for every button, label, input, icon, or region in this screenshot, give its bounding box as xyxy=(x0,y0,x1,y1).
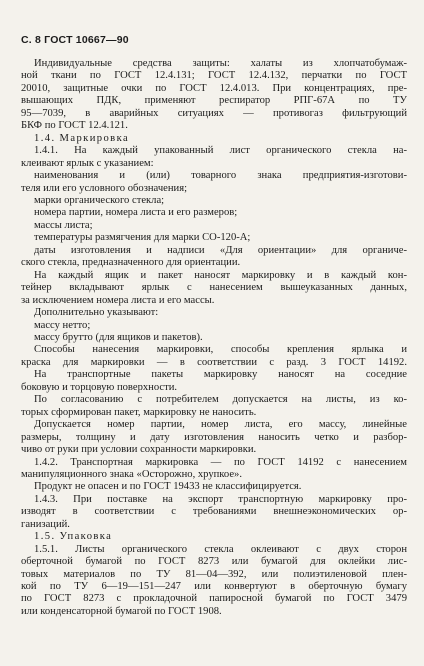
text-line: теля или его условного обозначения; xyxy=(21,182,188,194)
text-line: 1.4.1. На каждый упакованный лист органического стекла на- xyxy=(34,145,407,157)
text-line: за исключением номера листа и его массы. xyxy=(21,294,215,306)
text-line: 1.5.1. Листы органического стекла оклеивают с двух сторон xyxy=(34,543,407,555)
text-line: марки органического стекла; xyxy=(34,194,165,206)
text-line: оберточной бумагой по ГОСТ 8273 или бумагой для оклейки лис- xyxy=(21,556,407,568)
text-line: чиво от руки при условии сохранности маркировки. xyxy=(21,444,257,456)
text-line: клеивают ярлык с указанием: xyxy=(21,157,154,169)
text-line: вышающих ПДК, применяют респиратор РПГ-67А по ТУ xyxy=(21,95,407,107)
text-line: На транспортные пакеты маркировку наносят на соседние xyxy=(34,369,407,381)
text-line: массы листа; xyxy=(34,219,93,231)
text-line: По согласованию с потребителем допускается на листы, из ко- xyxy=(34,394,407,406)
text-line: ной ткани по ГОСТ 12.4.131; ГОСТ 12.4.132, перчатки по ГОСТ xyxy=(21,70,407,82)
text-line: 1.4.3. При поставке на экспорт транспортную маркировку про- xyxy=(34,493,407,505)
text-line: температуры размягчения для марки СО-120-А; xyxy=(34,232,251,244)
text-line: БКФ по ГОСТ 12.4.121. xyxy=(21,120,128,132)
section-heading: 1.5. Упаковка xyxy=(34,531,113,543)
text-line: 95—7039, в аварийных ситуациях — противогаз фильтрующий xyxy=(21,107,407,119)
text-line: размеры, толщину и дату изготовления наносить четко и разбор- xyxy=(21,431,407,443)
text-line: Индивидуальные средства защиты: халаты из хлопчатобумаж- xyxy=(34,58,407,69)
text-line: даты изготовления и надписи «Для ориентации» для органиче- xyxy=(34,244,407,256)
text-line: товых материалов по ТУ 81—04—392, или полиэтиленовой плен- xyxy=(21,568,407,580)
section-heading: 1.4. Маркировка xyxy=(34,132,130,144)
text-line: боковую и торцовую поверхности. xyxy=(21,381,178,393)
text-line: манипуляционного знака «Осторожно, хрупкое». xyxy=(21,468,242,480)
text-line: массу брутто (для ящиков и пакетов). xyxy=(34,331,203,343)
text-line: по ГОСТ 8273 с прокладочной папиросной бумагой по ГОСТ 3479 xyxy=(21,593,407,605)
text-line: наименования и (или) товарного знака предприятия-изготови- xyxy=(34,170,407,182)
text-line: ского стекла, предназначенного для ориентации. xyxy=(21,257,241,269)
page-header: С. 8 ГОСТ 10667—90 xyxy=(21,34,129,46)
document-body xyxy=(21,58,407,618)
text-line: кой по ТУ 6—19—151—247 или конвертуют в оберточную бумагу xyxy=(21,581,407,593)
text-line: массу нетто; xyxy=(34,319,91,331)
text-line: Допускается номер партии, номер листа, его массу, линейные xyxy=(34,419,407,431)
text-line: На каждый ящик и пакет наносят маркировку и в каждый кон- xyxy=(34,269,407,281)
text-line: тейнер вкладывают ярлык с нанесением вышеуказанных данных, xyxy=(21,282,407,294)
text-line: 20010, защитные очки по ГОСТ 12.4.013. При концентрациях, пре- xyxy=(21,82,407,94)
text-line: 1.4.2. Транспортная маркировка — по ГОСТ 14192 с нанесением xyxy=(34,456,407,468)
text-line: изводят в соответствии с требованиями внешнеэкономических ор- xyxy=(21,506,407,518)
text-line: Дополнительно указывают: xyxy=(34,307,159,319)
text-line: торых сформирован пакет, маркировку не наносить. xyxy=(21,406,257,418)
text-line: ганизаций. xyxy=(21,518,70,530)
text-line: краска для маркировки — в соответствии с разд. 3 ГОСТ 14192. xyxy=(21,356,407,368)
text-line: номера партии, номера листа и его размеров; xyxy=(34,207,238,219)
text-line: Способы нанесения маркировки, способы крепления ярлыка и xyxy=(34,344,407,356)
text-line: Продукт не опасен и по ГОСТ 19433 не классифицируется. xyxy=(34,481,302,493)
text-line: или конденсаторной бумагой по ГОСТ 1908. xyxy=(21,605,222,617)
